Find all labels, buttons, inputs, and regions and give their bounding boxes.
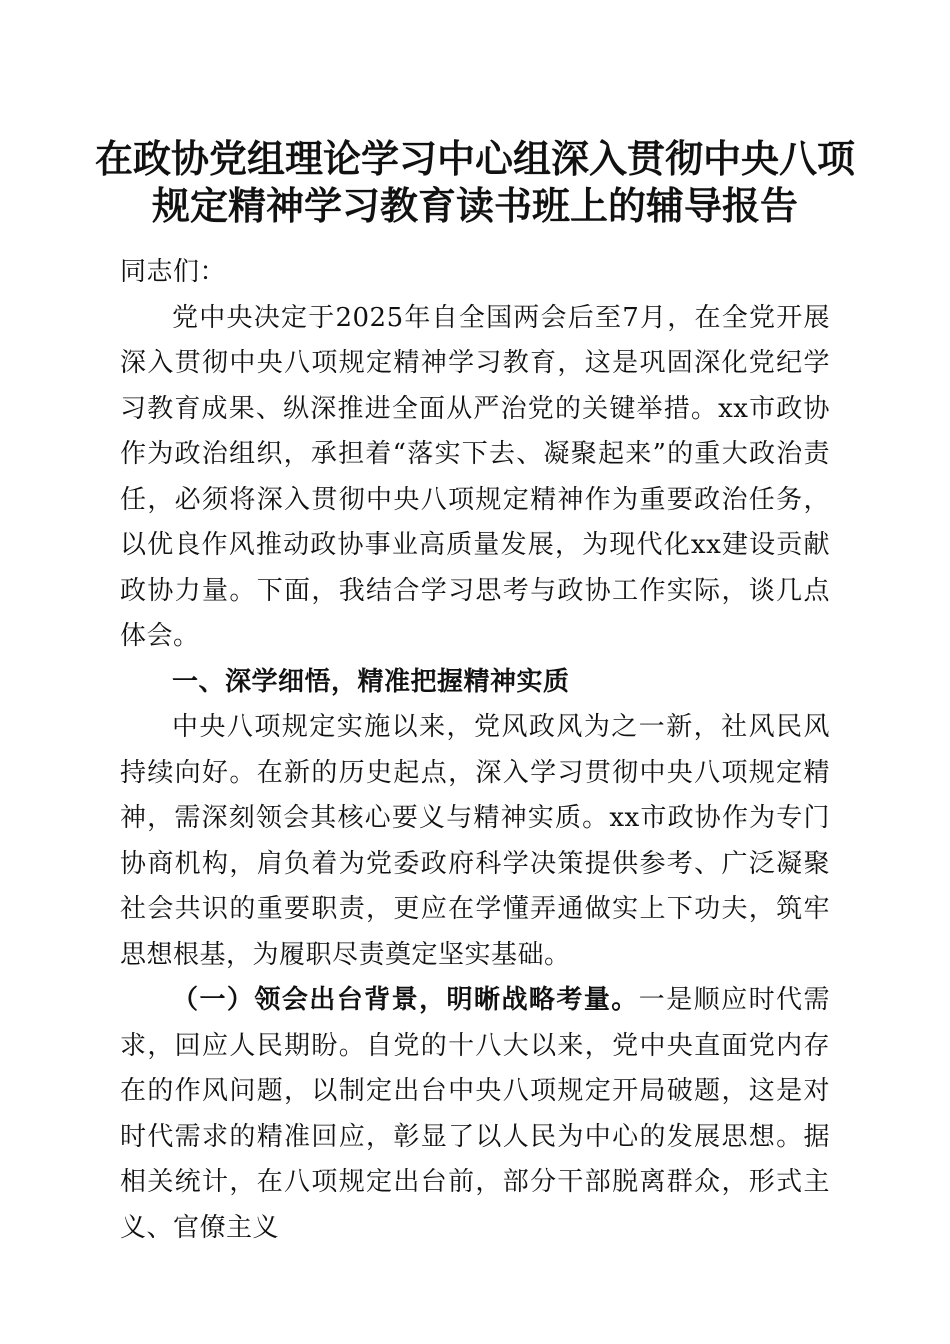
subsection-paragraph-1 [120,978,830,1251]
document-title-line-1: 在政协党组理论学习中心组深入贯彻中央八项 [94,136,855,181]
document-title-line-2: 规定精神学习教育读书班上的辅导报告 [151,183,798,228]
document-body [120,250,830,1251]
section-1-paragraph: 中央八项规定实施以来，党风政风为之一新，社风民风持续向好。在新的历史起点，深入学习贯彻中央八项规定精神，需深刻领会其核心要义与精神实质。xx市政协作为专门协商机构，肩负着为党委政府科学决策提供参考、广泛凝聚社会共识的重要职责，更应在学懂弄通做实上下功夫，筑牢思想根基，为履职尽责奠定坚实基础。 [120,712,830,970]
subsection-heading-1: （一）领会出台背景，明晰战略考量。 [172,985,639,1015]
subsection-text-1: 一是顺应时代需求，回应人民期盼。自党的十八大以来，党中央直面党内存在的作风问题，以制定出台中央八项规定开局破题，这是对时代需求的精准回应，彰显了以人民为中心的发展思想。据相关统计，在八项规定出台前，部分干部脱离群众，形式主义、官僚主义 [120,985,830,1243]
salutation: 同志们： [120,257,227,287]
intro-paragraph: 党中央决定于2025年自全国两会后至7月，在全党开展深入贯彻中央八项规定精神学习教育，这是巩固深化党纪学习教育成果、纵深推进全面从严治党的关键举措。xx市政协作为政治组织，承担着“落实下去、凝聚起来”的重大政治责任，必须将深入贯彻中央八项规定精神作为重要政治任务，以优良作风推动政协事业高质量发展，为现代化xx建设贡献政协力量。下面，我结合学习思考与政协工作实际，谈几点体会。 [120,302,830,651]
section-heading-1: 一、深学细悟，精准把握精神实质 [172,666,570,697]
